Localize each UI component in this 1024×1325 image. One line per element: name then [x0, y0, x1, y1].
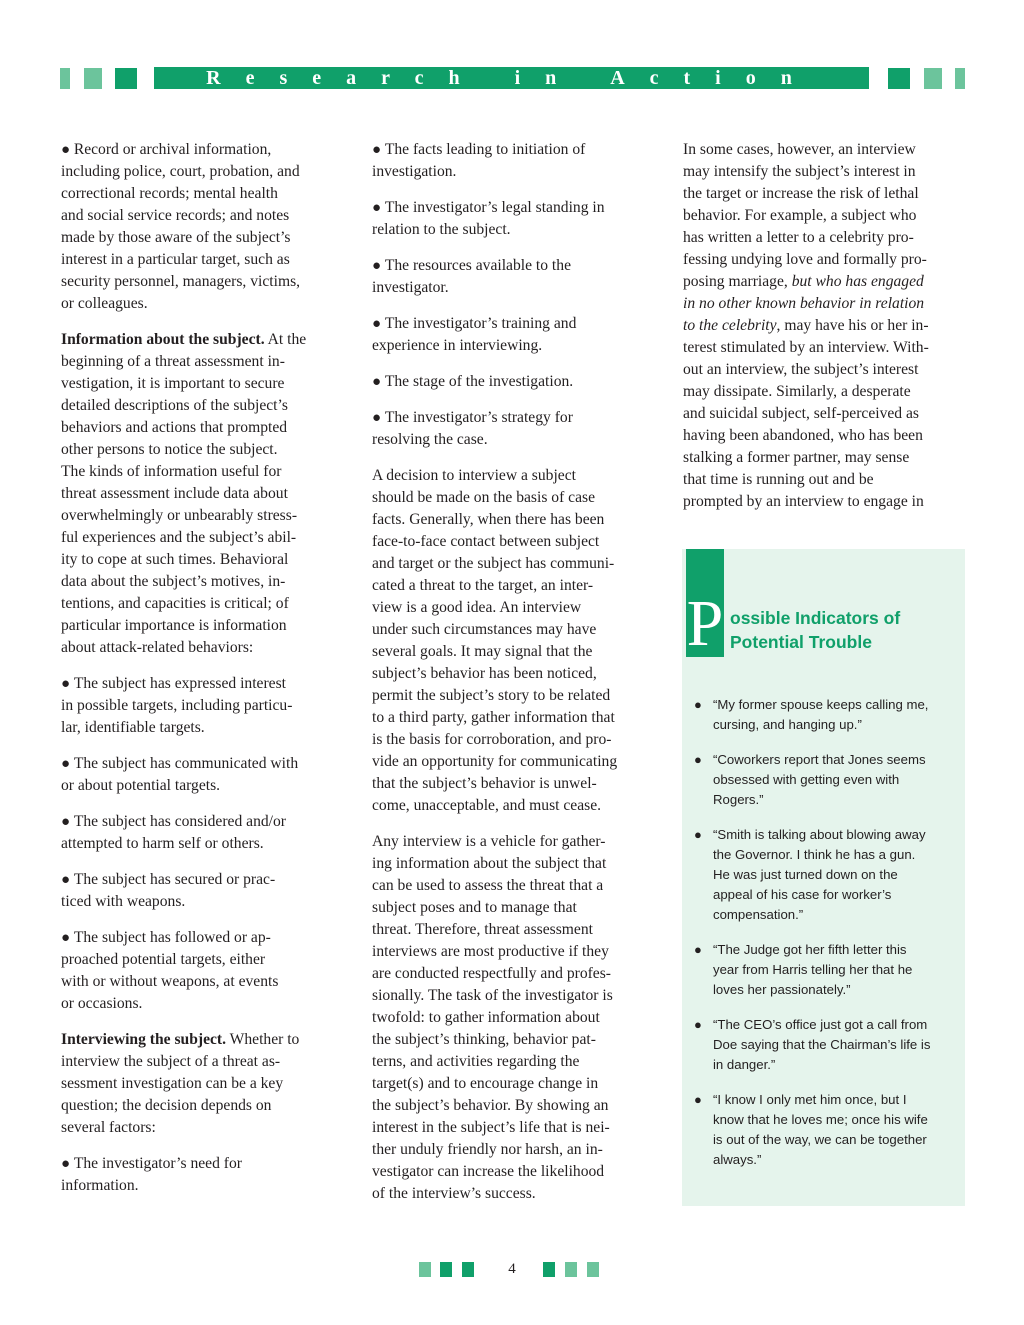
line-text: should be made on the basis of case [372, 489, 596, 506]
text-line [61, 329, 351, 351]
line-text: The investigator’s training and [384, 315, 577, 332]
bullet-item [372, 139, 662, 183]
bullet-item [372, 313, 662, 357]
bullet-item [372, 371, 662, 393]
line-text: target(s) and to encourage change in [372, 1075, 599, 1092]
text-line [372, 161, 662, 183]
text-line [61, 891, 351, 913]
text-line [61, 637, 351, 659]
line-text: has written a letter to a celebrity pro- [683, 229, 914, 246]
quote-line: “Coworkers report that Jones seems [713, 752, 926, 767]
quote-line: cursing, and hanging up.” [713, 717, 862, 732]
text-line [372, 509, 662, 531]
line-text: may dissipate. Similarly, a desperate [683, 383, 911, 400]
quote-line: appeal of his case for worker’s [713, 887, 892, 902]
sidebar-title [730, 606, 960, 654]
bullet-item [61, 139, 351, 315]
bullet-item [61, 811, 351, 855]
line-text: vestigator can increase the likelihood [372, 1163, 605, 1180]
line-text: permit the subject’s story to be related [372, 687, 611, 704]
text-line [61, 673, 351, 695]
text-line [61, 1175, 351, 1197]
text-line [61, 293, 351, 315]
text-line [372, 1029, 662, 1051]
line-text: sessment investigation can be a key [61, 1075, 284, 1092]
bullet-icon: ● [694, 752, 702, 767]
text-line [372, 641, 662, 663]
text-line [683, 425, 973, 447]
paragraph [61, 1029, 351, 1139]
paragraph-lead: Information about the subject. [61, 331, 265, 348]
bullet-icon: ● [61, 676, 74, 692]
text-line [372, 619, 662, 641]
line-text: investigation. [372, 163, 457, 180]
line-text: facts. Generally, when there has been [372, 511, 605, 528]
line-text: the target or increase the risk of lethal [683, 185, 919, 202]
text-line [61, 775, 351, 797]
line-text: to a third party, gather information that [372, 709, 615, 726]
text-line [372, 831, 662, 853]
bullet-icon: ● [372, 258, 385, 274]
line-text: and suicidal subject, self-perceived as [683, 405, 919, 422]
text-line [61, 833, 351, 855]
line-text: in possible targets, including particu- [61, 697, 293, 714]
bullet-icon: ● [694, 697, 702, 712]
line-text: The investigator’s need for [73, 1155, 242, 1172]
line-text: stalking a former partner, may sense [683, 449, 910, 466]
line-text: ticed with weapons. [61, 893, 186, 910]
footer-square [440, 1262, 452, 1277]
text-line [61, 717, 351, 739]
line-text: behaviors and actions that prompted [61, 419, 288, 436]
bullet-icon: ● [61, 142, 74, 158]
line-text: experience in interviewing. [372, 337, 543, 354]
line-text: proached potential targets, either [61, 951, 266, 968]
text-line [61, 615, 351, 637]
line-text: face-to-face contact between subject [372, 533, 600, 550]
line-text: ity to cope at such times. Behavioral [61, 551, 289, 568]
quote-line: Rogers.” [713, 792, 764, 807]
text-line [683, 447, 973, 469]
text-line [61, 351, 351, 373]
text-line [372, 553, 662, 575]
text-line [61, 593, 351, 615]
text-line [372, 1117, 662, 1139]
text-line [372, 663, 662, 685]
text-line [372, 597, 662, 619]
line-text: and target or the subject has communi- [372, 555, 615, 572]
text-line [372, 197, 662, 219]
line-text: can be used to assess the threat that a [372, 877, 604, 894]
line-text: The facts leading to initiation of [384, 141, 586, 158]
quote-line: is out of the way, we can be together [713, 1132, 927, 1147]
text-line [61, 505, 351, 527]
quote-line: “Smith is talking about blowing away [713, 827, 926, 842]
text-line [61, 1153, 351, 1175]
sidebar-quote [694, 695, 956, 735]
text-line [372, 707, 662, 729]
column-2 [372, 139, 662, 1219]
text-line [372, 1183, 662, 1205]
line-text: terest stimulated by an interview. With- [683, 339, 929, 356]
text-line [61, 527, 351, 549]
line-text: correctional records; mental health [61, 185, 278, 202]
sidebar-title-line: Potential Trouble [730, 632, 872, 652]
bullet-icon: ● [372, 200, 385, 216]
quote-line: He was just turned down on the [713, 867, 898, 882]
quote-line: “The CEO’s office just got a call from [713, 1017, 928, 1032]
bullet-item [372, 255, 662, 299]
line-text: The investigator’s legal standing in [384, 199, 605, 216]
line-text: Whether to [226, 1031, 300, 1048]
text-line [61, 971, 351, 993]
bullet-icon: ● [694, 1092, 702, 1107]
text-line [372, 1095, 662, 1117]
line-text: is the basis for corroboration, and pro- [372, 731, 612, 748]
bullet-icon: ● [372, 142, 385, 158]
text-line [372, 371, 662, 393]
text-line [683, 315, 973, 337]
line-text: lar, identifiable targets. [61, 719, 205, 736]
italic-text: to the celebrity [683, 317, 777, 334]
text-line [372, 1051, 662, 1073]
line-text: Any interview is a vehicle for gather- [372, 833, 606, 850]
line-text: posing marriage, [683, 273, 792, 290]
line-text: the subject’s thinking, behavior pat- [372, 1031, 596, 1048]
text-line [372, 985, 662, 1007]
text-line [372, 685, 662, 707]
text-line [372, 919, 662, 941]
sidebar-quote [694, 1015, 956, 1075]
text-line [61, 993, 351, 1015]
sidebar-quote [694, 940, 956, 1000]
text-line [61, 139, 351, 161]
line-text: The investigator’s strategy for [384, 409, 573, 426]
line-text: interest in the subject’s life that is nei- [372, 1119, 610, 1136]
header-square [924, 68, 942, 89]
column-1 [61, 139, 351, 1211]
section-banner: Research in Action [154, 67, 869, 89]
text-line [61, 183, 351, 205]
text-line [372, 1007, 662, 1029]
text-line [683, 161, 973, 183]
text-line [372, 487, 662, 509]
text-line [683, 205, 973, 227]
line-text: The stage of the investigation. [384, 373, 574, 390]
footer-square [419, 1262, 431, 1277]
text-line [372, 313, 662, 335]
quote-line: “My former spouse keeps calling me, [713, 697, 929, 712]
line-text: other persons to notice the subject. [61, 441, 278, 458]
line-text: subject’s behavior has been noticed, [372, 665, 597, 682]
line-text: The kinds of information useful for [61, 463, 282, 480]
line-text: question; the decision depends on [61, 1097, 272, 1114]
line-text: or about potential targets. [61, 777, 221, 794]
line-text: particular importance is information [61, 617, 287, 634]
line-text: ing information about the subject that [372, 855, 607, 872]
bullet-icon: ● [372, 374, 385, 390]
line-text: tentions, and capacities is critical; of [61, 595, 289, 612]
line-text: Record or archival information, [73, 141, 272, 158]
line-text: behavior. For example, a subject who [683, 207, 917, 224]
bullet-icon: ● [372, 410, 385, 426]
line-text: several goals. It may signal that the [372, 643, 593, 660]
text-line [683, 271, 973, 293]
header-square [888, 68, 910, 89]
bullet-item [61, 1153, 351, 1197]
line-text: detailed descriptions of the subject’s [61, 397, 288, 414]
text-line [61, 1073, 351, 1095]
text-line [372, 897, 662, 919]
quote-line: “The Judge got her fifth letter this [713, 942, 907, 957]
line-text: out an interview, the subject’s interest [683, 361, 919, 378]
paragraph [372, 831, 662, 1205]
text-line [372, 429, 662, 451]
line-text: or colleagues. [61, 295, 148, 312]
line-text: relation to the subject. [372, 221, 511, 238]
bullet-icon: ● [372, 316, 385, 332]
line-text: information. [61, 1177, 139, 1194]
text-line [683, 491, 973, 513]
quote-line: year from Harris telling her that he [713, 962, 913, 977]
text-line [61, 1029, 351, 1051]
line-text: about attack-related behaviors: [61, 639, 254, 656]
text-line [683, 337, 973, 359]
text-line [372, 751, 662, 773]
text-line [372, 465, 662, 487]
line-text: interviews are most productive if they [372, 943, 609, 960]
line-text: that the subject’s behavior is unwel- [372, 775, 597, 792]
text-line [61, 249, 351, 271]
text-line [61, 1095, 351, 1117]
text-line [61, 753, 351, 775]
line-text: subject poses and to manage that [372, 899, 577, 916]
text-line [61, 949, 351, 971]
line-text: The subject has considered and/or [73, 813, 286, 830]
text-line [683, 183, 973, 205]
bullet-icon: ● [694, 827, 702, 842]
sidebar-title-line: ossible Indicators of [730, 608, 901, 628]
text-line [683, 403, 973, 425]
paragraph [372, 465, 662, 817]
column-3 [683, 139, 973, 513]
line-text: of the interview’s success. [372, 1185, 536, 1202]
footer-square [565, 1262, 577, 1277]
text-line [61, 227, 351, 249]
bullet-item [61, 673, 351, 739]
line-text: The resources available to the [384, 257, 571, 274]
header-square [60, 68, 70, 89]
line-text: fessing undying love and formally pro- [683, 251, 927, 268]
line-text: sionally. The task of the investigator is [372, 987, 613, 1004]
text-line [61, 695, 351, 717]
line-text: under such circumstances may have [372, 621, 597, 638]
text-line [683, 359, 973, 381]
text-line [372, 941, 662, 963]
bullet-item [61, 869, 351, 913]
bullet-icon: ● [61, 1156, 74, 1172]
line-text: In some cases, however, an interview [683, 141, 916, 158]
quote-line: “I know I only met him once, but I [713, 1092, 907, 1107]
text-line [683, 381, 973, 403]
line-text: The subject has communicated with [73, 755, 299, 772]
line-text: including police, court, probation, and [61, 163, 300, 180]
line-text: resolving the case. [372, 431, 488, 448]
line-text: made by those aware of the subject’s [61, 229, 291, 246]
text-line [61, 161, 351, 183]
text-line [683, 249, 973, 271]
line-text: vide an opportunity for communicating [372, 753, 618, 770]
line-text: come, unacceptable, and must cease. [372, 797, 602, 814]
footer-square [462, 1262, 474, 1277]
text-line [372, 795, 662, 817]
bullet-icon: ● [61, 756, 74, 772]
quote-line: the Governor. I think he has a gun. [713, 847, 916, 862]
sidebar-list [694, 695, 956, 1185]
quote-line: Doe saying that the Chairman’s life is [713, 1037, 931, 1052]
text-line [61, 869, 351, 891]
italic-text: but who has engaged [791, 273, 924, 290]
line-text: several factors: [61, 1119, 156, 1136]
quote-line: in danger.” [713, 1057, 776, 1072]
quote-line: obsessed with getting even with [713, 772, 900, 787]
text-line [61, 417, 351, 439]
text-line [372, 277, 662, 299]
line-text: interest in a particular target, such as [61, 251, 290, 268]
bullet-icon: ● [694, 1017, 702, 1032]
text-line [372, 575, 662, 597]
header-square [115, 68, 137, 89]
sidebar-quote [694, 825, 956, 925]
text-line [372, 1073, 662, 1095]
line-text: are conducted respectfully and profes- [372, 965, 611, 982]
bullet-item [372, 407, 662, 451]
line-text: investigator. [372, 279, 449, 296]
line-text: data about the subject’s motives, in- [61, 573, 286, 590]
text-line [61, 439, 351, 461]
line-text: security personnel, managers, victims, [61, 273, 301, 290]
text-line [372, 1161, 662, 1183]
sidebar-quote [694, 750, 956, 810]
text-line [61, 571, 351, 593]
line-text: ful experiences and the subject’s abil- [61, 529, 297, 546]
text-line [61, 1051, 351, 1073]
bullet-item [61, 753, 351, 797]
line-text: overwhelmingly or unbearably stress- [61, 507, 298, 524]
line-text: or occasions. [61, 995, 143, 1012]
footer-square [543, 1262, 555, 1277]
header-square [955, 68, 965, 89]
line-text: that time is running out and be [683, 471, 874, 488]
text-line [61, 373, 351, 395]
line-text: and social service records; and notes [61, 207, 290, 224]
line-text: with or without weapons, at events [61, 973, 279, 990]
line-text: twofold: to gather information about [372, 1009, 600, 1026]
quote-line: know that he loves me; once his wife [713, 1112, 928, 1127]
sidebar-quote [694, 1090, 956, 1170]
bullet-item [372, 197, 662, 241]
text-line [372, 219, 662, 241]
paragraph [61, 329, 351, 659]
line-text: The subject has secured or prac- [73, 871, 276, 888]
text-line [372, 531, 662, 553]
text-line [683, 469, 973, 491]
text-line [61, 461, 351, 483]
text-line [372, 875, 662, 897]
text-line [372, 853, 662, 875]
bullet-item [61, 927, 351, 1015]
bullet-icon: ● [61, 930, 74, 946]
text-line [61, 549, 351, 571]
text-line [372, 1139, 662, 1161]
line-text: , may have his or her in- [776, 317, 929, 334]
line-text: terns, and activities regarding the [372, 1053, 580, 1070]
text-line [372, 255, 662, 277]
text-line [61, 1117, 351, 1139]
line-text: prompted by an interview to engage in [683, 493, 924, 510]
paragraph-lead: Interviewing the subject. [61, 1031, 227, 1048]
text-line [372, 963, 662, 985]
line-text: vestigation, it is important to secure [61, 375, 285, 392]
line-text: threat assessment include data about [61, 485, 288, 502]
text-line [61, 395, 351, 417]
text-line [683, 293, 973, 315]
text-line [61, 811, 351, 833]
text-line [61, 927, 351, 949]
bullet-icon: ● [694, 942, 702, 957]
line-text: the subject’s behavior. By showing an [372, 1097, 609, 1114]
bullet-icon: ● [61, 872, 74, 888]
text-line [372, 773, 662, 795]
page-number: 4 [508, 1261, 516, 1277]
line-text: view is a good idea. An interview [372, 599, 582, 616]
line-text: interview the subject of a threat as- [61, 1053, 281, 1070]
line-text: ther unduly friendly nor harsh, an in- [372, 1141, 603, 1158]
footer-square [587, 1262, 599, 1277]
text-line [372, 407, 662, 429]
quote-line: compensation.” [713, 907, 804, 922]
text-line [372, 335, 662, 357]
line-text: threat. Therefore, threat assessment [372, 921, 593, 938]
line-text: beginning of a threat assessment in- [61, 353, 285, 370]
text-line [61, 483, 351, 505]
sidebar-dropcap: P [686, 549, 724, 657]
text-line [372, 139, 662, 161]
quote-line: loves her passionately.” [713, 982, 851, 997]
text-line [61, 205, 351, 227]
text-line [683, 139, 973, 161]
line-text: cated a threat to the target, an inter- [372, 577, 594, 594]
bullet-icon: ● [61, 814, 74, 830]
text-line [61, 271, 351, 293]
line-text: The subject has expressed interest [73, 675, 286, 692]
line-text: At the [264, 331, 307, 348]
quote-line: always.” [713, 1152, 762, 1167]
italic-text: in no other known behavior in relation [683, 295, 925, 312]
text-line [372, 729, 662, 751]
line-text: having been abandoned, who has been [683, 427, 923, 444]
line-text: may intensify the subject’s interest in [683, 163, 916, 180]
line-text: attempted to harm self or others. [61, 835, 264, 852]
line-text: The subject has followed or ap- [73, 929, 271, 946]
header-square [84, 68, 102, 89]
text-line [683, 227, 973, 249]
line-text: A decision to interview a subject [372, 467, 576, 484]
